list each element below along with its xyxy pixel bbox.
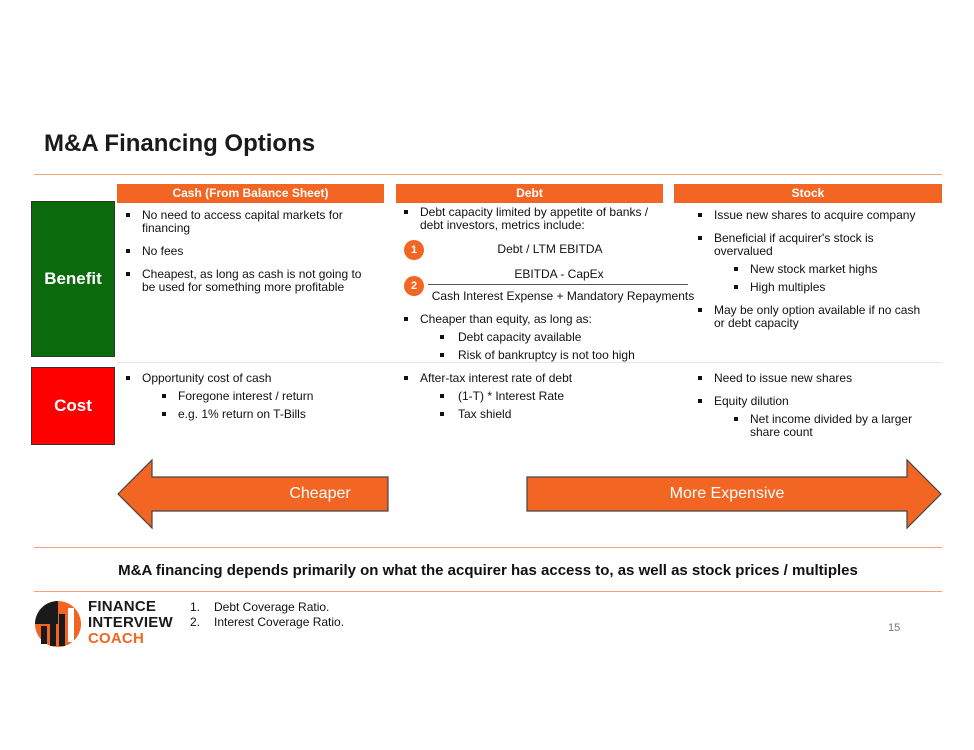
logo-line-interview: INTERVIEW (88, 614, 173, 631)
page-title: M&A Financing Options (44, 130, 316, 157)
list-item: High multiples (694, 281, 934, 294)
debt-benefit-intro (400, 206, 662, 242)
page-number: 15 (888, 622, 901, 634)
arrow-right-label: More Expensive (669, 485, 785, 502)
list-item: Risk of bankruptcy is not too high (400, 349, 662, 362)
list-item: (1-T) * Interest Rate (400, 390, 662, 403)
fraction-bar (428, 284, 688, 285)
row-label-benefit: Benefit (31, 201, 115, 357)
list-item: Issue new shares to acquire company (694, 209, 934, 222)
title-rule (34, 174, 942, 175)
footnote-item: 2. Interest Coverage Ratio. (190, 615, 345, 629)
summary-rule-top (34, 547, 942, 548)
list-item: Beneficial if acquirer's stock is overvalued (694, 232, 934, 258)
badge-2: 2 (404, 276, 424, 296)
stock-benefit-list (694, 209, 934, 340)
list-item: Equity dilution (694, 395, 934, 408)
cash-benefit-list (122, 209, 377, 304)
list-item: Foregone interest / return (122, 390, 377, 403)
logo-line-finance: FINANCE (88, 598, 157, 615)
logo-line-coach: COACH (88, 630, 144, 647)
logo-icon (34, 600, 82, 648)
column-header-stock: Stock (674, 184, 942, 203)
list-item: Net income divided by a larger share count (694, 413, 934, 439)
debt-benefit-cheaper (400, 313, 662, 367)
column-header-cash: Cash (From Balance Sheet) (117, 184, 384, 203)
list-item: After-tax interest rate of debt (400, 372, 662, 385)
cash-cost-list (122, 372, 377, 426)
list-item: Tax shield (400, 408, 662, 421)
list-item: e.g. 1% return on T-Bills (122, 408, 377, 421)
formula-numerator: EBITDA - CapEx (514, 267, 604, 281)
formula-debt-ebitda: Debt / LTM EBITDA (497, 242, 603, 256)
list-item: Cheaper than equity, as long as: (400, 313, 662, 326)
list-item: Cheapest, as long as cash is not going to be used for something more profitable (122, 268, 377, 294)
list-item: Debt capacity limited by appetite of banks / debt investors, metrics include: (400, 206, 662, 232)
badge-1: 1 (404, 240, 424, 260)
row-label-cost: Cost (31, 367, 115, 445)
list-item: No need to access capital markets for financing (122, 209, 377, 235)
list-item: New stock market highs (694, 263, 934, 276)
debt-cost-list (400, 372, 662, 426)
footnote-item: 1. Debt Coverage Ratio. (190, 600, 330, 614)
arrow-left-label: Cheaper (289, 485, 351, 502)
formula-denominator: Cash Interest Expense + Mandatory Repayments (431, 289, 695, 303)
list-item: Need to issue new shares (694, 372, 934, 385)
summary-rule-bottom (34, 591, 942, 592)
stock-cost-list (694, 372, 934, 444)
column-header-debt: Debt (396, 184, 663, 203)
list-item: Opportunity cost of cash (122, 372, 377, 385)
list-item: Debt capacity available (400, 331, 662, 344)
summary-text: M&A financing depends primarily on what the acquirer has access to, as well as stock prices / multiples (118, 562, 858, 579)
footnote-list (190, 600, 344, 630)
list-item: No fees (122, 245, 377, 258)
list-item: May be only option available if no cash or debt capacity (694, 304, 934, 330)
